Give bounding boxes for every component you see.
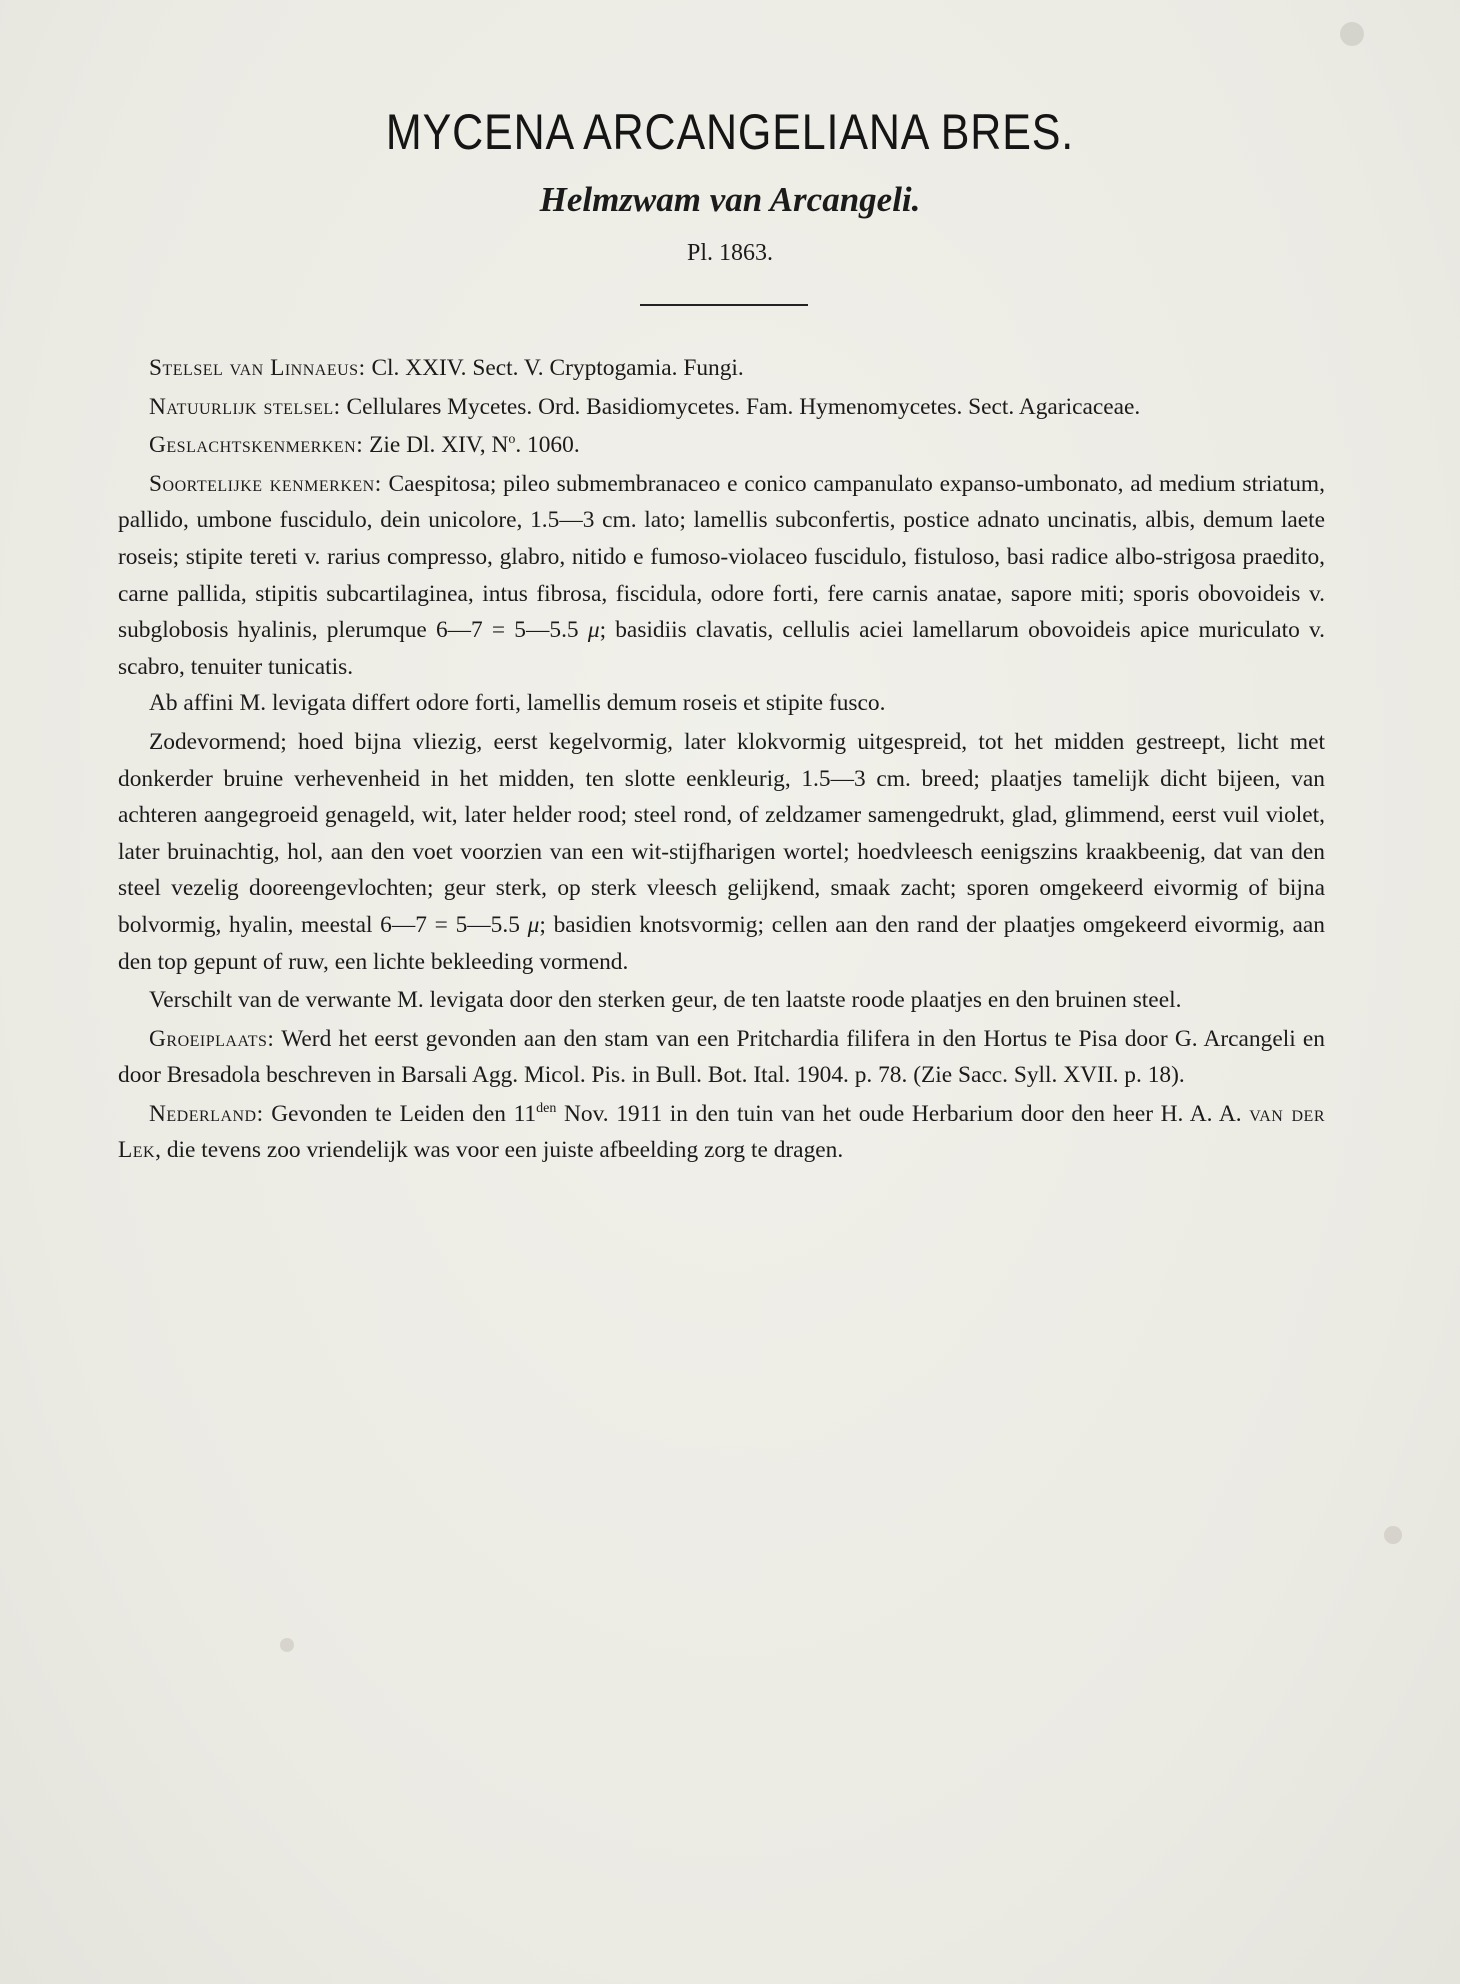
geslacht-paragraph — [118, 427, 1325, 464]
dutch-description-paragraph — [118, 724, 1325, 980]
natuurlijk-paragraph — [118, 389, 1325, 426]
section-text: Werd het eerst gevonden aan den stam van een Pritchardia filifera in den Hortus te Pisa door G. Arcangeli en door Bresadola beschreven in Barsali Agg. Micol. Pis. in Bull. Bot. Ital. 1904. p. 78. (Zie Sacc. Syll. XVII. p. 18). — [118, 1025, 1325, 1089]
groeiplaats-paragraph — [118, 1021, 1325, 1094]
paper-spot — [280, 1638, 294, 1652]
section-text: ; basidien knotsvormig; cellen aan den rand der plaatjes omgekeerd eivormig, aan den top gepunt of ruw, een lichte bekleeding vormend. — [118, 911, 1325, 975]
section-label: Stelsel van Linnaeus: — [149, 355, 366, 381]
section-text: Zie Dl. XIV, N — [369, 432, 509, 459]
paper-spot — [1340, 22, 1364, 46]
dutch-diff-paragraph — [118, 982, 1325, 1019]
section-text: , die tevens zoo vriendelijk was voor een juiste afbeelding zorg te dragen. — [155, 1137, 844, 1164]
paper-spot — [1384, 1526, 1402, 1544]
linnaeus-paragraph — [118, 350, 1325, 387]
micron-symbol: μ — [587, 617, 600, 644]
section-label: Soortelijke kenmerken: — [149, 470, 382, 497]
soort-paragraph — [118, 466, 1325, 686]
section-label: Geslachtskenmerken: — [149, 432, 364, 459]
section-text: ; basidiis clavatis, cellulis aciei lamellarum obovoideis apice muriculato v. scabro, tenuiter tunicatis. — [118, 617, 1325, 680]
document-body — [118, 350, 1325, 1169]
section-text: Ab affini M. levigata differt odore forti, lamellis demum roseis et stipite fusco. — [149, 690, 886, 717]
plate-number: Pl. 1863. — [686, 240, 773, 266]
section-label: Nederland: — [149, 1100, 264, 1127]
page-subtitle: Helmzwam van Arcangeli. — [539, 180, 921, 219]
micron-symbol: μ — [527, 911, 540, 938]
section-text: Gevonden te Leiden den 11 — [271, 1100, 537, 1127]
section-text: Cellulares Mycetes. Ord. Basidiomycetes. Fam. Hymenomycetes. Sect. Agaricaceae. — [346, 393, 1141, 420]
section-text: Verschilt van de verwante M. levigata door den sterken geur, de ten laatste roode plaatjes en den bruinen steel. — [149, 987, 1182, 1014]
superscript: den — [536, 1100, 557, 1116]
section-text: Nov. 1911 in den tuin van het oude Herbarium door den heer H. A. A. — [556, 1100, 1242, 1127]
section-label: Groeiplaats: — [149, 1025, 275, 1052]
person-name: van der Lek — [118, 1100, 1325, 1164]
section-text: Cl. XXIV. Sect. V. Cryptogamia. Fungi. — [371, 355, 744, 381]
section-label: Natuurlijk stelsel: — [149, 393, 341, 420]
section-text: Caespitosa; pileo submembranaceo e conico campanulato expanso-umbonato, ad medium striatum, pallido, umbone fuscidulo, dein unicolore, 1.5—3 cm. lato; lamellis subconfertis, postice adnato uncinatis, albis, demum laete roseis; stipite tereti v. rarius compresso, glabro, nitido e fumoso-violaceo fuscidulo, fistuloso, basi radice albo-strigosa praedito, carne pallida, stipitis subcartilaginea, intus fibrosa, fiscidula, odore forti, fere carnis anatae, sapore miti; sporis obovoideis v. subglobosis hyalinis, plerumque 6—7 = 5—5.5 — [118, 470, 1325, 644]
superscript: o — [508, 432, 516, 448]
section-text: Zodevormend; hoed bijna vliezig, eerst kegelvormig, later klokvormig uitgespreid, tot het midden gestreept, licht met donkerder bruine verhevenheid in het midden, ten slotte eenkleurig, 1.5—3 cm. breed; plaatjes tamelijk dicht bijeen, van achteren aangegroeid genageld, wit, later helder rood; steel rond, of zeldzamer samengedrukt, glad, glimmend, eerst vuil violet, later bruinachtig, hol, aan den voet voorzien van een wit-stijfharigen wortel; hoedvleesch eenigszins kraakbeenig, dat van den steel vezelig dooreengevlochten; geur sterk, op sterk vleesch gelijkend, smaak zacht; sporen omgekeerd eivormig of bijna bolvormig, hyalin, meestal 6—7 = 5—5.5 — [118, 728, 1325, 938]
latin-diff-paragraph — [118, 685, 1325, 722]
nederland-paragraph — [118, 1096, 1325, 1169]
page-title: MYCENA ARCANGELIANA BRES. — [385, 104, 1075, 160]
section-text: . 1060. — [515, 432, 580, 459]
title-divider — [640, 304, 808, 306]
